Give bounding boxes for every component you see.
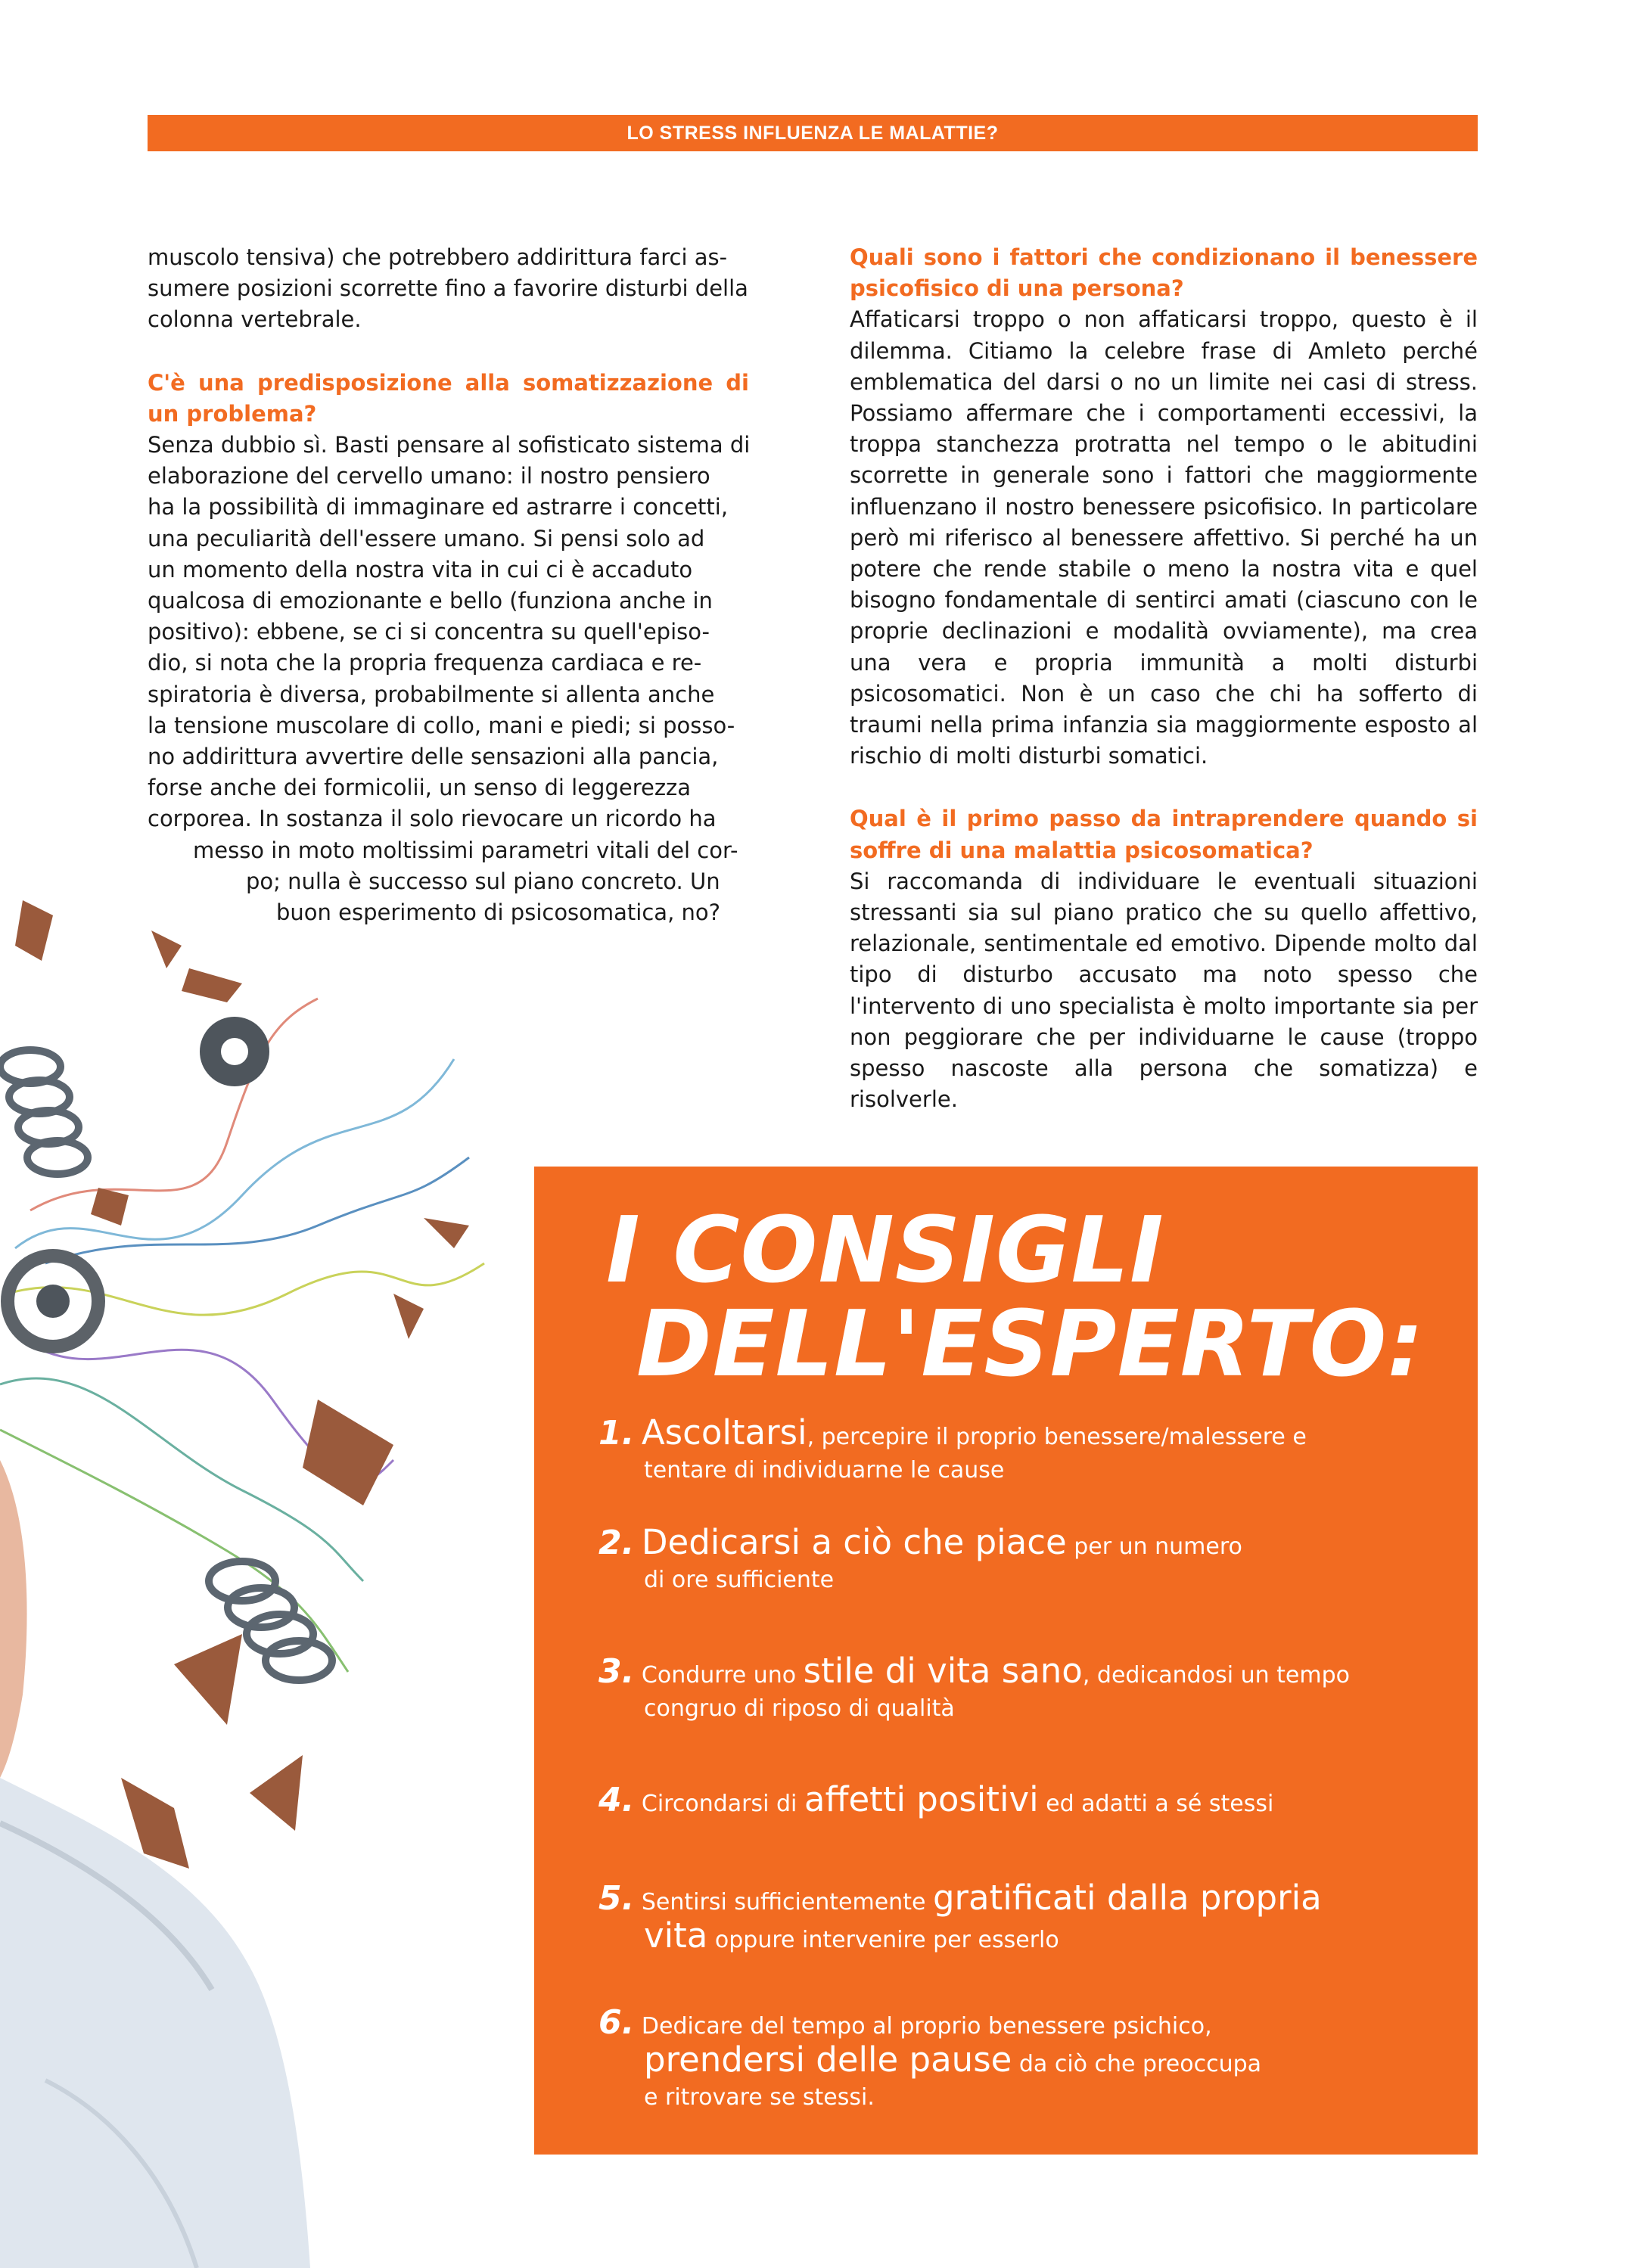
tip-item xyxy=(598,1878,1446,1957)
tip-number: 1. xyxy=(598,1414,635,1452)
tip-text: , percepire il proprio benessere/malessere e xyxy=(807,1424,1307,1450)
tip-number: 2. xyxy=(598,1524,635,1562)
intro-paragraph xyxy=(148,242,749,336)
tip-item xyxy=(598,1412,1446,1487)
text-line: sumere posizioni scorrette fino a favorire disturbi della xyxy=(148,275,748,302)
tip-number: 6. xyxy=(598,2003,635,2042)
text-line: Senza dubbio sì. Basti pensare al sofisticato sistema di xyxy=(148,432,751,458)
tip-item xyxy=(598,1522,1446,1597)
text-line: muscolo tensiva) che potrebbero addirittura farci as- xyxy=(148,244,728,270)
text-line: elaborazione del cervello umano: il nostro pensiero xyxy=(148,463,710,489)
tip-text: Dedicare del tempo al proprio benessere psichico, xyxy=(641,2013,1212,2040)
tip-text: per un numero xyxy=(1066,1533,1242,1560)
tip-highlight: gratificati dalla propria xyxy=(932,1878,1322,1918)
tip-text: congruo di riposo di qualità xyxy=(644,1695,955,1722)
tip-text: da ciò che preoccupa xyxy=(1012,2051,1262,2077)
face-shape xyxy=(0,1460,27,1778)
tip-item xyxy=(598,1651,1446,1726)
tip-item xyxy=(598,1779,1446,1821)
tip-highlight: affetti positivi xyxy=(804,1779,1039,1819)
tip-number: 4. xyxy=(598,1781,635,1819)
text-line: un momento della nostra vita in cui ci è accaduto xyxy=(148,556,693,583)
question-heading: Qual è il primo passo da intraprendere quando si soffre di una malattia psicosomatica? xyxy=(850,806,1478,863)
answer-paragraph xyxy=(148,430,749,928)
page-title: LO STRESS INFLUENZA LE MALATTIE? xyxy=(626,123,999,144)
text-line: qualcosa di emozionante e bello (funziona anche in xyxy=(148,588,713,614)
text-line: po; nulla è successo sul piano concreto. Un xyxy=(246,868,720,894)
text-line: colonna vertebrale. xyxy=(148,306,362,333)
text-line: la tensione muscolare di collo, mani e piedi; si posso- xyxy=(148,712,735,738)
answer-paragraph: Si raccomanda di individuare le eventuali situazioni stressanti sia sul piano pratico che su quello affettivo, relazionale, sentimentale ed emotivo. Dipende molto dal tipo di disturbo accusato ma noto spesso che l'intervento di uno specialista è molto importante sia per non peggiorare che per individuarne le cause (troppo spesso nascoste alla persona che somatizza) e risolverle. xyxy=(850,868,1478,1113)
tip-text: , dedicandosi un tempo xyxy=(1082,1662,1350,1689)
text-line: spiratoria è diversa, probabilmente si allenta anche xyxy=(148,681,715,707)
tip-highlight: stile di vita sano xyxy=(803,1651,1083,1691)
tips-title-line: DELL'ESPERTO: xyxy=(636,1292,1425,1397)
tips-title-line: I CONSIGLI xyxy=(606,1198,1164,1303)
question-heading: C'è una predisposizione alla somatizzazione di un problema? xyxy=(148,369,749,427)
tip-highlight: Dedicarsi a ciò che piace xyxy=(641,1522,1067,1562)
expert-tips-box xyxy=(534,1167,1478,2155)
tips-title xyxy=(606,1198,1425,1397)
question-heading: Quali sono i fattori che condizionano il benessere psicofisico di una persona? xyxy=(850,244,1478,302)
right-column xyxy=(850,242,1478,1115)
gear-icon xyxy=(8,1017,269,1347)
tip-item xyxy=(598,2003,1446,2114)
tip-text: di ore sufficiente xyxy=(644,1567,835,1593)
tip-text: oppure intervenire per esserlo xyxy=(707,1927,1059,1953)
answer-paragraph: Affaticarsi troppo o non affaticarsi troppo, questo è il dilemma. Citiamo la celebre frase di Amleto perché emblematica del darsi o no un limite nei casi di stress. Possiamo affermare che i comportamenti eccessivi, la troppa stanchezza protratta nel tempo o le abitudini scorrette in generale sono i fattori che maggiormente influenzano il nostro benessere psicofisico. In particolare però mi riferisco al benessere affettivo. Si perché ha un potere che rende stabile o meno la nostra vita e quel bisogno fondamentale di sentirci amati (ciascuno con le proprie declinazioni e modalità ovviamente), ma crea una vera e propria immunità a molti disturbi psicosomatici. Non è un caso che chi ha sofferto di traumi nella prima infanzia sia maggiormente esposto al rischio di molti disturbi somatici. xyxy=(850,306,1478,769)
text-line: dio, si nota che la propria frequenza cardiaca e re- xyxy=(148,650,702,676)
text-line: no addirittura avvertire delle sensazioni alla pancia, xyxy=(148,744,719,770)
text-line: forse anche dei formicolii, un senso di leggerezza xyxy=(148,775,692,801)
tip-text: tentare di individuarne le cause xyxy=(644,1457,1005,1484)
tip-highlight: Ascoltarsi xyxy=(641,1412,807,1452)
tip-number: 5. xyxy=(598,1879,635,1918)
text-line: una peculiarità dell'essere umano. Si pensi solo ad xyxy=(148,525,705,551)
left-column xyxy=(148,242,749,928)
tip-text: e ritrovare se stessi. xyxy=(644,2084,875,2111)
tip-number: 3. xyxy=(598,1652,635,1691)
header-bar xyxy=(148,115,1478,151)
tip-text: Condurre uno xyxy=(641,1662,804,1689)
tip-text: Sentirsi sufficientemente xyxy=(641,1889,933,1915)
text-line: messo in moto moltissimi parametri vitali del cor- xyxy=(193,837,738,863)
text-line: buon esperimento di psicosomatica, no? xyxy=(276,899,721,926)
text-line: corporea. In sostanza il solo rievocare un ricordo ha xyxy=(148,806,717,832)
tip-text: Circondarsi di xyxy=(641,1791,804,1817)
text-line: positivo): ebbene, se ci si concentra su quell'episo- xyxy=(148,619,710,645)
tip-highlight: prendersi delle pause xyxy=(644,2040,1012,2080)
tip-highlight: vita xyxy=(644,1915,708,1956)
tip-text: ed adatti a sé stessi xyxy=(1038,1791,1274,1817)
exploding-head-illustration xyxy=(0,870,530,2268)
text-line: ha la possibilità di immaginare ed astrarre i concetti, xyxy=(148,494,729,520)
